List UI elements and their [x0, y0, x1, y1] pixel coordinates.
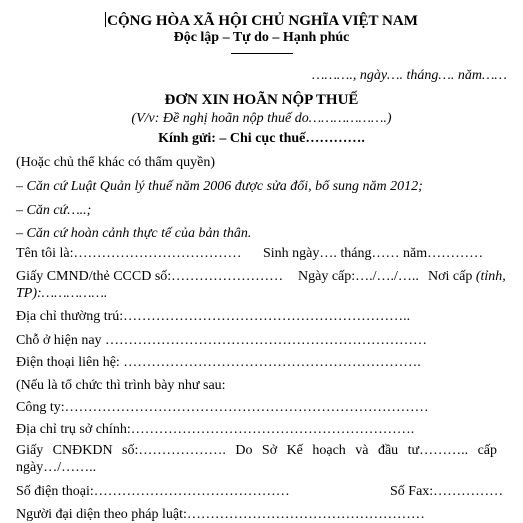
document-title: ĐƠN XIN HOÃN NỘP THUẾ [164, 92, 359, 108]
header-divider [231, 53, 293, 54]
head-office-field: Địa chỉ trụ sở chính:……………………………………………………. [16, 422, 415, 437]
business-license-field: Giấy CNĐKDN số:………………. Do Sở Kế hoạch và đầu tư……….. cấp [16, 443, 497, 458]
birth-field: Sinh ngày…. tháng…… năm………… [263, 246, 484, 261]
id-number-field: Giấy CMND/thẻ CCCD số:…………………… [16, 269, 284, 284]
issue-date-field: Ngày cấp:…./…./….. [298, 269, 419, 284]
permanent-address-field: Địa chỉ thường trú:…………………………………………………….. [16, 309, 411, 324]
date-line: ………., ngày…. tháng…. năm…… [312, 68, 507, 83]
legal-basis-1: – Căn cứ Luật Quản lý thuế năm 2006 được sửa đổi, bổ sung năm 2012; [16, 179, 423, 194]
recipient-note: (Hoặc chủ thể khác có thẩm quyền) [16, 155, 216, 170]
name-field: Tên tôi là:……………………………… [16, 246, 242, 261]
nation-title: CỘNG HÒA XÃ HỘI CHỦ NGHĨA VIỆT NAM [107, 13, 418, 29]
company-phone-field: Số điện thoại:…………………………………… [16, 484, 290, 499]
fax-field: Số Fax:…………… [390, 484, 504, 499]
organization-note: (Nếu là tổ chức thì trình bày như sau: [16, 378, 226, 393]
recipient-line: Kính gửi: – Chi cục thuế…………. [158, 131, 365, 146]
national-header [0, 12, 523, 29]
legal-basis-2: – Căn cứ…..; [16, 203, 92, 218]
issue-place-label: Nơi cấp [428, 269, 473, 284]
phone-field: Điện thoại liên hệ: ………………………………………………………. [16, 355, 421, 370]
document-subject: (V/v: Đề nghị hoãn nộp thuế do……………….) [131, 111, 392, 126]
legal-representative-field: Người đại diện theo pháp luật:…………………………………………… [16, 507, 425, 522]
text-cursor [105, 12, 106, 27]
license-date-field: ngày…/…….. [16, 460, 97, 475]
issue-place-hint: (tỉnh, [475, 269, 506, 284]
motto: Độc lập – Tự do – Hạnh phúc [173, 30, 350, 45]
current-address-field: Chỗ ở hiện nay …………………………………………………………… [16, 333, 428, 348]
issue-place-field [428, 269, 506, 285]
company-field: Công ty:…………………………………………………………………… [16, 400, 429, 415]
issue-place-continuation: TP):……………. [16, 286, 108, 301]
legal-basis-3: – Căn cứ hoàn cảnh thực tế của bản thân. [16, 226, 252, 241]
